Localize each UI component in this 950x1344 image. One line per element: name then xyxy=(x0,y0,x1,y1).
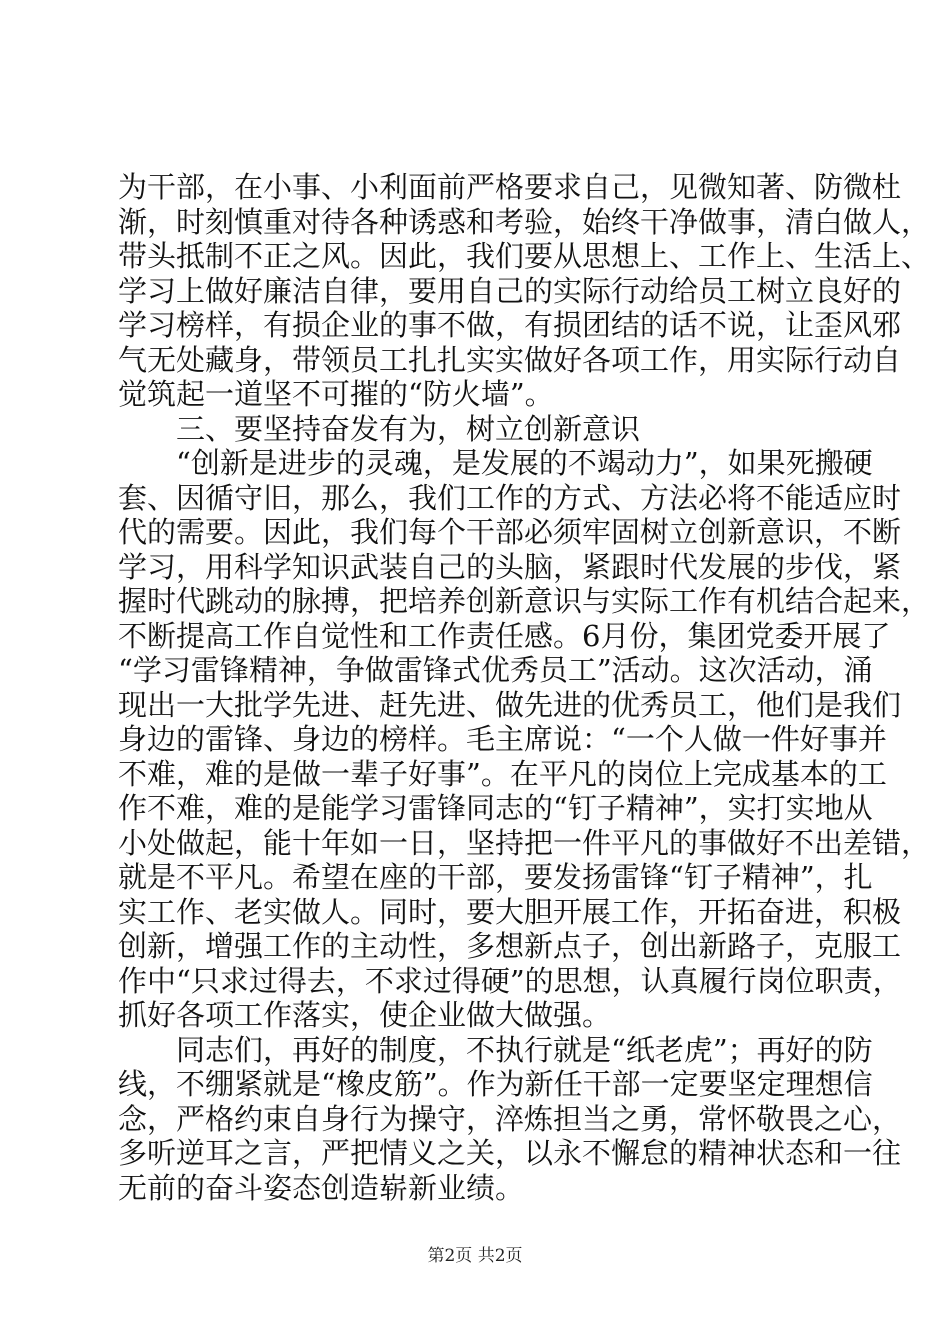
paragraph-closing xyxy=(118,1032,902,1206)
text-line: 现出一大批学先进、赶先进、做先进的优秀员工，他们是我们 xyxy=(118,687,902,722)
text-line: 念，严格约束自身行为操守，淬炼担当之勇，常怀敬畏之心， xyxy=(118,1101,902,1136)
text-line: 身边的雷锋、身边的榜样。毛主席说：“一个人做一件好事并 xyxy=(118,722,887,756)
text-line: 就是不平凡。希望在座的干部，要发扬雷锋“钉子精神”，扎 xyxy=(118,860,873,894)
text-line: “创新是进步的灵魂，是发展的不竭动力”，如果死搬硬 xyxy=(176,446,873,480)
text-line: 作中“只求过得去，不求过得硬”的思想，认真履行岗位职责， xyxy=(118,963,902,998)
page-number-label: 第2页 共2页 xyxy=(427,1246,523,1266)
text-line: 作不难，难的是能学习雷锋同志的“钉子精神”，实打实地从 xyxy=(118,791,873,825)
text-line: 不难，难的是做一辈子好事”。在平凡的岗位上完成基本的工 xyxy=(118,756,887,791)
text-line: 同志们，再好的制度，不执行就是“纸老虎”；再好的防 xyxy=(176,1032,873,1067)
text-line: “学习雷锋精神，争做雷锋式优秀员工”活动。这次活动，涌 xyxy=(118,653,873,687)
text-line: 带头抵制不正之风。因此，我们要从思想上、工作上、生活上、 xyxy=(118,239,931,273)
text-line: 小处做起，能十年如一日，坚持把一件平凡的事做好不出差错， xyxy=(118,825,931,860)
text-line: 为干部，在小事、小利面前严格要求自己，见微知著、防微杜 xyxy=(118,170,902,204)
text-line: 渐，时刻慎重对待各种诱惑和考验，始终干净做事，清白做人， xyxy=(118,204,931,239)
paragraph-continuation xyxy=(118,170,931,412)
text-line: 实工作、老实做人。同时，要大胆开展工作，开拓奋进，积极 xyxy=(118,894,902,929)
text-line: 代的需要。因此，我们每个干部必须牢固树立创新意识，不断 xyxy=(118,515,902,549)
paragraph-innovation xyxy=(118,446,931,1033)
text-line: 无前的奋斗姿态创造崭新业绩。 xyxy=(118,1170,525,1205)
section-heading-3 xyxy=(118,412,836,447)
text-line: 创新，增强工作的主动性，多想新点子，创出新路子，克服工 xyxy=(118,929,902,963)
text-line: 学习榜样，有损企业的事不做，有损团结的话不说，让歪风邪 xyxy=(118,308,902,342)
text-line: 觉筑起一道坚不可摧的“防火墙”。 xyxy=(118,377,554,411)
text-line: 不断提高工作自觉性和工作责任感。6月份，集团党委开展了 xyxy=(118,618,891,653)
text-line: 学习上做好廉洁自律，要用自己的实际行动给员工树立良好的 xyxy=(118,273,902,308)
text-line: 气无处藏身，带领员工扎扎实实做好各项工作，用实际行动自 xyxy=(118,342,902,377)
text-line: 线，不绷紧就是“橡皮筋”。作为新任干部一定要坚定理想信 xyxy=(118,1067,873,1101)
section-heading-text: 三、要坚持奋发有为，树立创新意识 xyxy=(176,411,641,446)
text-line: 学习，用科学知识武装自己的头脑，紧跟时代发展的步伐，紧 xyxy=(118,549,902,584)
page-footer xyxy=(0,1244,950,1268)
text-line: 多听逆耳之言，严把情义之关，以永不懈怠的精神状态和一往 xyxy=(118,1136,902,1170)
text-line: 握时代跳动的脉搏，把培养创新意识与实际工作有机结合起来， xyxy=(118,584,931,618)
text-line: 套、因循守旧，那么，我们工作的方式、方法必将不能适应时 xyxy=(118,480,902,515)
document-body xyxy=(118,170,931,1205)
text-line: 抓好各项工作落实，使企业做大做强。 xyxy=(118,998,612,1032)
